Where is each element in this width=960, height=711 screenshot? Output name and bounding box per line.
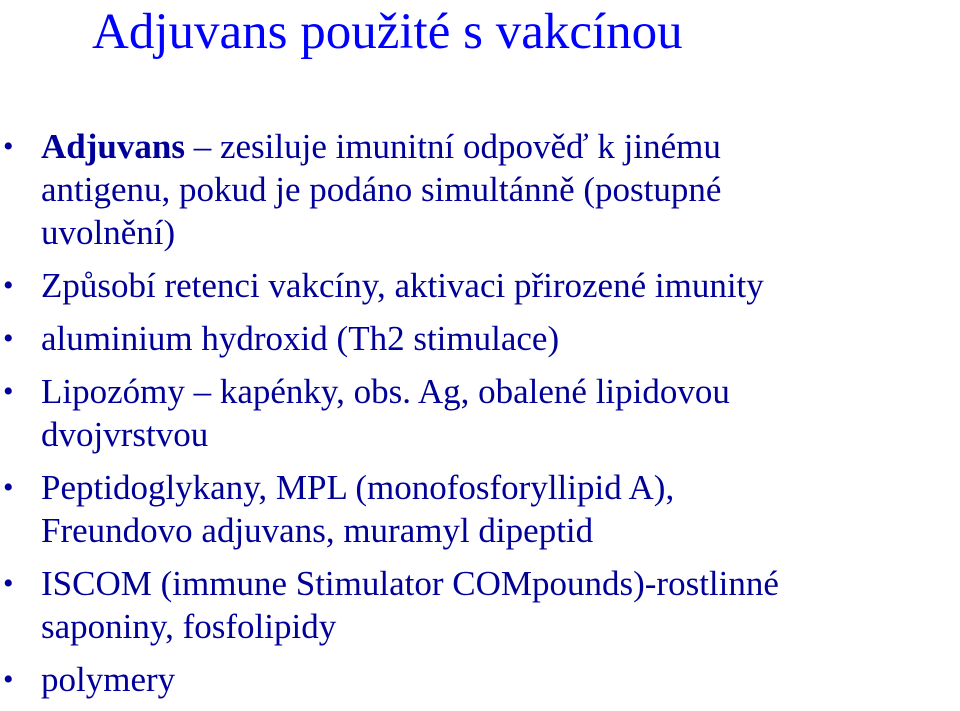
bullet-text: – zesiluje imunitní odpověď k jinému (184, 127, 721, 166)
bullet-line (41, 125, 960, 168)
bullet-item-retention (0, 264, 960, 307)
bullet-item-adjuvans (0, 125, 960, 254)
bullet-item-peptidoglycans (0, 466, 960, 552)
bullet-line: uvolnění) (41, 213, 176, 252)
bullet-dot-icon: • (3, 130, 14, 163)
bullet-dot-icon: • (3, 663, 14, 696)
bullet-item-polymers (0, 658, 960, 701)
bullet-line: Freundovo adjuvans, muramyl dipeptid (41, 511, 594, 550)
bullet-term: Adjuvans (41, 127, 185, 166)
bullet-line: Lipozómy – kapénky, obs. Ag, obalené lipidovou (41, 372, 730, 411)
bullet-line: Peptidoglykany, MPL (monofosforyllipid A), (41, 468, 675, 507)
bullet-line: Způsobí retenci vakcíny, aktivaci přirozené imunity (41, 266, 764, 305)
bullet-dot-icon: • (3, 567, 14, 600)
slide-title: Adjuvans použité s vakcínou (92, 4, 683, 60)
bullet-item-aluminium (0, 317, 960, 360)
bullet-line: aluminium hydroxid (Th2 stimulace) (41, 319, 560, 358)
bullet-item-liposomes (0, 370, 960, 456)
bullet-dot-icon: • (3, 269, 14, 302)
bullet-dot-icon: • (3, 471, 14, 504)
bullet-list (0, 125, 960, 711)
bullet-line: saponiny, fosfolipidy (41, 607, 337, 646)
bullet-item-iscom (0, 562, 960, 648)
bullet-line: dvojvrstvou (41, 415, 209, 454)
bullet-dot-icon: • (3, 322, 14, 355)
bullet-line: ISCOM (immune Stimulator COMpounds)-rostlinné (41, 564, 779, 603)
bullet-line: polymery (41, 660, 176, 699)
bullet-line: antigenu, pokud je podáno simultánně (postupné (41, 170, 722, 209)
bullet-dot-icon: • (3, 375, 14, 408)
